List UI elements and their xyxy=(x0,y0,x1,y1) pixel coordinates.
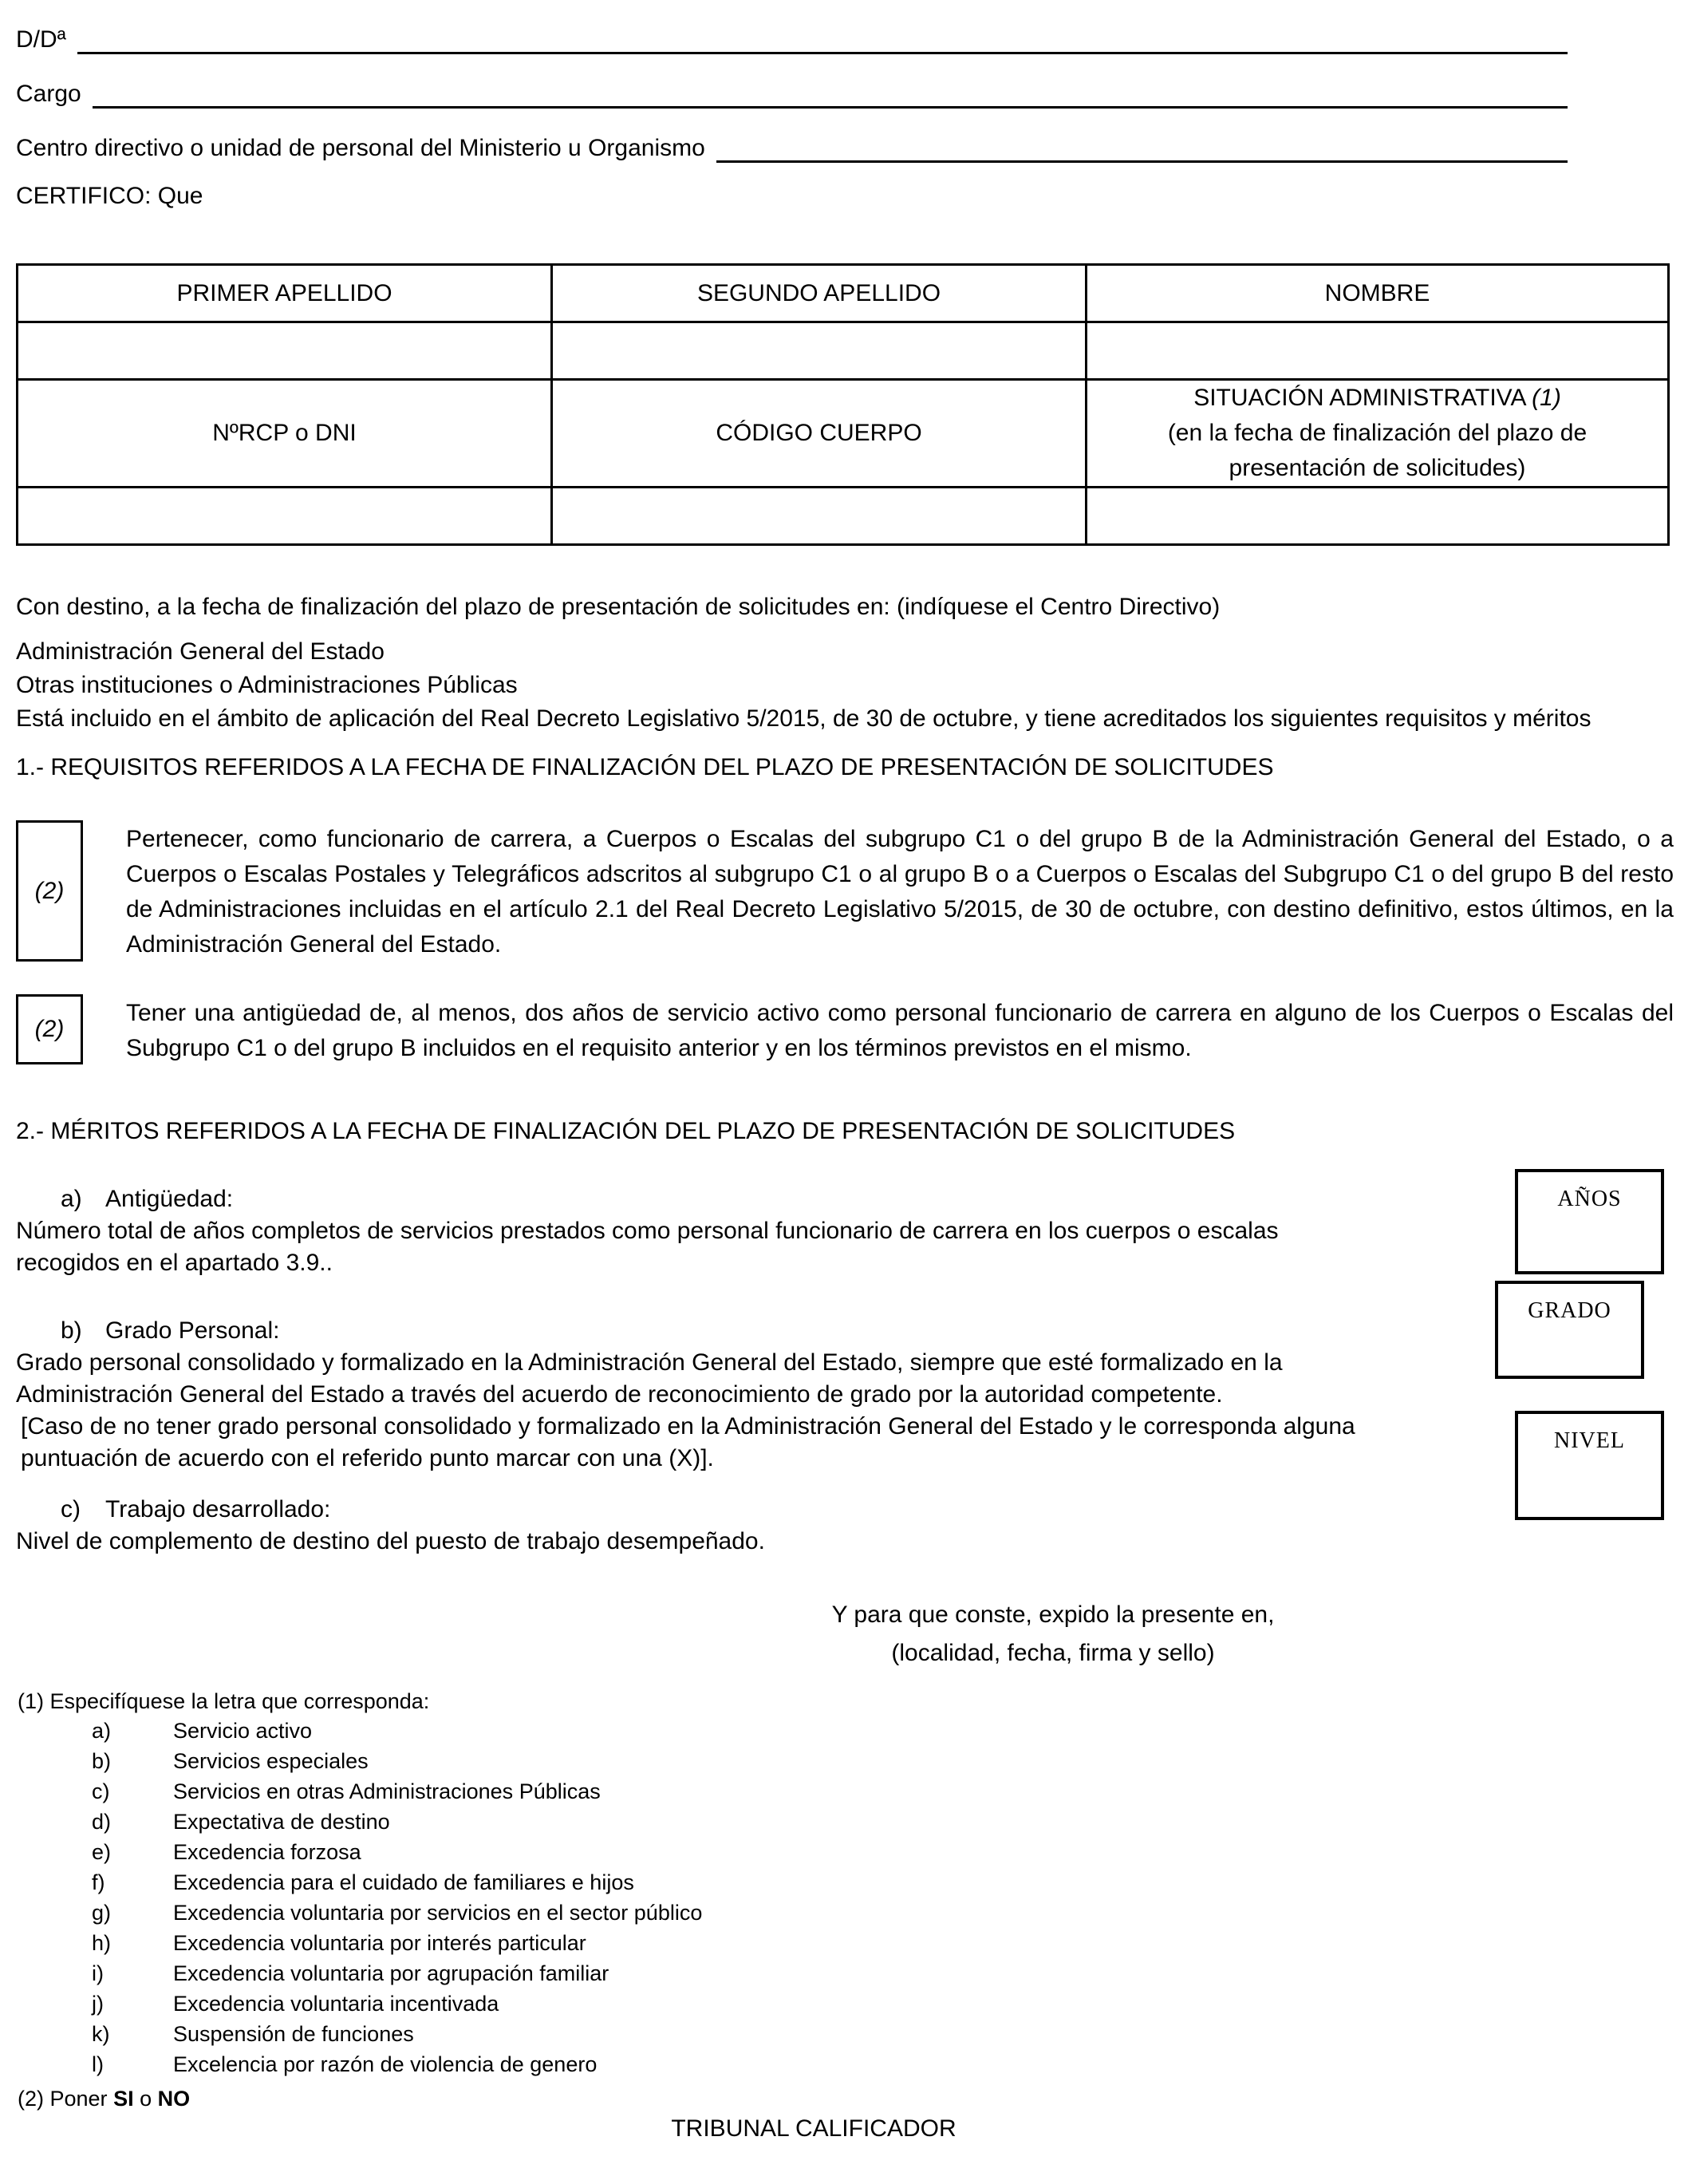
requirement-item-2 xyxy=(16,994,1680,1066)
age-line: Administración General del Estado xyxy=(16,638,385,665)
option-b-text: Servicios especiales xyxy=(173,1749,369,1773)
merit-c-heading xyxy=(16,1494,1680,1526)
table-input-row-names xyxy=(18,322,1669,380)
merit-a-text: Número total de años completos de servicios prestados como personal funcionario de carrera en los cuerpos o escalas recogidos en el apartado 3.9.. xyxy=(16,1218,1279,1276)
nivel-value-box[interactable] xyxy=(1515,1411,1664,1520)
option-e-text: Excedencia forzosa xyxy=(173,1840,361,1864)
footnote2-no: NO xyxy=(157,2087,191,2111)
field-row-dda xyxy=(16,19,1568,54)
option-l-letter: l) xyxy=(92,2052,104,2076)
certify-statement: CERTIFICO: Que xyxy=(16,183,203,209)
merit-a-heading xyxy=(16,1183,1680,1215)
merit-b-paragraph2: [Caso de no tener grado personal consolidado y formalizado en la Administración General del Estado y le corresponda alguna puntuación de acuerdo con el referido punto marcar con una (X)]. xyxy=(21,1413,1355,1471)
header-primer-apellido: PRIMER APELLIDO xyxy=(18,265,552,322)
list-item xyxy=(92,1776,1680,1807)
otras-instituciones-line: Otras instituciones o Administraciones Públicas xyxy=(16,672,518,698)
merit-c-title: Trabajo desarrollado: xyxy=(105,1496,331,1522)
list-item xyxy=(92,2019,1680,2049)
merit-c-text: Nivel de complemento de destino del puesto de trabajo desempeñado. xyxy=(16,1528,765,1554)
merit-a-letter: a) xyxy=(61,1186,82,1212)
option-k-letter: k) xyxy=(92,2022,110,2046)
merit-b-letter: b) xyxy=(61,1317,82,1344)
list-item xyxy=(92,1898,1680,1928)
footnote1-options-list xyxy=(16,1716,1680,2079)
centro-directivo-label: Centro directivo o unidad de personal del Ministerio u Organismo xyxy=(16,135,705,161)
centro-directivo-input-line[interactable] xyxy=(716,131,1568,163)
list-item xyxy=(92,1746,1680,1776)
anos-box-label: AÑOS xyxy=(1557,1187,1622,1211)
dda-input-line[interactable] xyxy=(77,22,1568,54)
option-e-letter: e) xyxy=(92,1840,112,1864)
list-item xyxy=(92,2049,1680,2079)
closing-line1: Y para que conste, expido la presente en, xyxy=(831,1601,1275,1628)
option-h-text: Excedencia voluntaria por interés particular xyxy=(173,1931,586,1955)
segundo-apellido-input-cell[interactable] xyxy=(552,322,1087,380)
footnote2-prefix: (2) Poner xyxy=(18,2087,108,2111)
list-item xyxy=(92,1989,1680,2019)
cargo-label: Cargo xyxy=(16,81,81,107)
option-j-text: Excedencia voluntaria incentivada xyxy=(173,1992,499,2016)
identification-table xyxy=(16,263,1670,546)
footnotes xyxy=(16,1687,1680,2113)
requirement1-si-no-box[interactable] xyxy=(16,820,83,962)
merit-c-letter: c) xyxy=(61,1496,81,1522)
tribunal-calificador-title: TRIBUNAL CALIFICADOR xyxy=(671,2115,956,2142)
requirement2-si-no-box[interactable] xyxy=(16,994,83,1064)
list-item xyxy=(92,1928,1680,1958)
footnote2-label xyxy=(16,2084,1680,2113)
option-k-text: Suspensión de funciones xyxy=(173,2022,414,2046)
option-f-letter: f) xyxy=(92,1870,105,1894)
option-c-letter: c) xyxy=(92,1779,110,1803)
closing-statement xyxy=(431,1596,1675,1673)
option-d-text: Expectativa de destino xyxy=(173,1810,390,1834)
merits-section xyxy=(16,1183,1680,1558)
table-header-row-ids xyxy=(18,380,1669,488)
requirement1-text: Pertenecer, como funcionario de carrera, a Cuerpos o Escalas del subgrupo C1 o del grupo B de la Administración General del Estado, o a Cuerpos o Escalas Postales y Telegráficos adscritos al subgrupo C1 o al grupo B o a Cuerpos o Escalas del Subgrupo C1 o del grupo B del resto de Administraciones incluidas en el artículo 2.1 del Real Decreto Legislativo 5/2015, de 30 de octubre, con destino definitivo, estos últimos, en la Administración General del Estado. xyxy=(126,826,1674,958)
codigo-cuerpo-input-cell[interactable] xyxy=(552,488,1087,545)
destination-paragraph xyxy=(16,590,1675,736)
requirement2-text: Tener una antigüedad de, al menos, dos años de servicio activo como personal funcionario de carrera en alguno de los Cuerpos o Escalas del Subgrupo C1 o del grupo B incluidos en el requisito anterior y en los términos previstos en el mismo. xyxy=(126,1000,1674,1061)
option-l-text: Excelencia por razón de violencia de genero xyxy=(173,2052,598,2076)
ambito-aplicacion-line: Está incluido en el ámbito de aplicación del Real Decreto Legislativo 5/2015, de 30 de octubre, y tiene acreditados los siguientes requisitos y méritos xyxy=(16,705,1591,732)
option-c-text: Servicios en otras Administraciones Públicas xyxy=(173,1779,601,1803)
situacion-footnote-ref: (1) xyxy=(1532,385,1561,411)
situacion-title: SITUACIÓN ADMINISTRATIVA xyxy=(1193,385,1525,411)
option-f-text: Excedencia para el cuidado de familiares e hijos xyxy=(173,1870,634,1894)
option-g-text: Excedencia voluntaria por servicios en el sector público xyxy=(173,1901,703,1925)
option-j-letter: j) xyxy=(92,1992,104,2016)
header-nombre: NOMBRE xyxy=(1087,265,1669,322)
option-g-letter: g) xyxy=(92,1901,112,1925)
option-b-letter: b) xyxy=(92,1749,112,1773)
field-row-cargo xyxy=(16,73,1568,109)
situacion-title-line xyxy=(1095,381,1659,416)
option-i-letter: i) xyxy=(92,1961,104,1985)
header-codigo-cuerpo: CÓDIGO CUERPO xyxy=(552,380,1087,488)
table-header-row-names xyxy=(18,265,1669,322)
option-a-text: Servicio activo xyxy=(173,1719,313,1743)
list-item xyxy=(92,1837,1680,1867)
closing-line2: (localidad, fecha, firma y sello) xyxy=(891,1640,1215,1666)
list-item xyxy=(92,1867,1680,1898)
header-situacion-administrativa xyxy=(1087,380,1669,488)
grado-box-label: GRADO xyxy=(1528,1298,1611,1323)
grado-value-box[interactable] xyxy=(1495,1281,1644,1379)
nivel-box-label: NIVEL xyxy=(1554,1428,1625,1453)
merit-a-title: Antigüedad: xyxy=(105,1186,234,1212)
situacion-subtitle-line2: presentación de solicitudes) xyxy=(1229,455,1526,481)
merit-b-heading xyxy=(16,1315,1680,1347)
requirement2-footnote-ref: (2) xyxy=(34,1016,65,1042)
option-i-text: Excedencia voluntaria por agrupación familiar xyxy=(173,1961,609,1985)
footnote2-si: SI xyxy=(113,2087,134,2111)
destino-line: Con destino, a la fecha de finalización del plazo de presentación de solicitudes en: (indíquese el Centro Directivo) xyxy=(16,594,1221,620)
section1-title: 1.- REQUISITOS REFERIDOS A LA FECHA DE FINALIZACIÓN DEL PLAZO DE PRESENTACIÓN DE SOLICITUDES xyxy=(16,754,1274,780)
situacion-input-cell[interactable] xyxy=(1087,488,1669,545)
table-input-row-ids xyxy=(18,488,1669,545)
merit-b-paragraph1: Grado personal consolidado y formalizado en la Administración General del Estado, siempre que esté formalizado en la Administración General del Estado a través del acuerdo de reconocimiento de grado por la autoridad competente. xyxy=(16,1349,1283,1408)
list-item xyxy=(92,1716,1680,1746)
option-a-letter: a) xyxy=(92,1719,112,1743)
merit-b-title: Grado Personal: xyxy=(105,1317,280,1344)
requirement1-footnote-ref: (2) xyxy=(34,877,65,904)
field-row-centro-directivo xyxy=(16,128,1568,163)
footnote1-label: (1) Especifíquese la letra que corresponda: xyxy=(18,1689,430,1713)
footnote2-conjunction: o xyxy=(140,2087,152,2111)
nrcp-dni-input-cell[interactable] xyxy=(18,488,552,545)
header-nrcp-dni: NºRCP o DNI xyxy=(18,380,552,488)
primer-apellido-input-cell[interactable] xyxy=(18,322,552,380)
option-d-letter: d) xyxy=(92,1810,112,1834)
merit-b-text xyxy=(16,1347,1380,1475)
section2-title: 2.- MÉRITOS REFERIDOS A LA FECHA DE FINALIZACIÓN DEL PLAZO DE PRESENTACIÓN DE SOLICITUDES xyxy=(16,1118,1236,1144)
cargo-input-line[interactable] xyxy=(93,77,1568,109)
header-segundo-apellido: SEGUNDO APELLIDO xyxy=(552,265,1087,322)
option-h-letter: h) xyxy=(92,1931,112,1955)
list-item xyxy=(92,1807,1680,1837)
situacion-subtitle-line1: (en la fecha de finalización del plazo de xyxy=(1167,420,1588,446)
anos-value-box[interactable] xyxy=(1515,1169,1664,1274)
dda-label: D/Dª xyxy=(16,26,66,53)
list-item xyxy=(92,1958,1680,1989)
nombre-input-cell[interactable] xyxy=(1087,322,1669,380)
requirement-item-1 xyxy=(16,820,1680,962)
